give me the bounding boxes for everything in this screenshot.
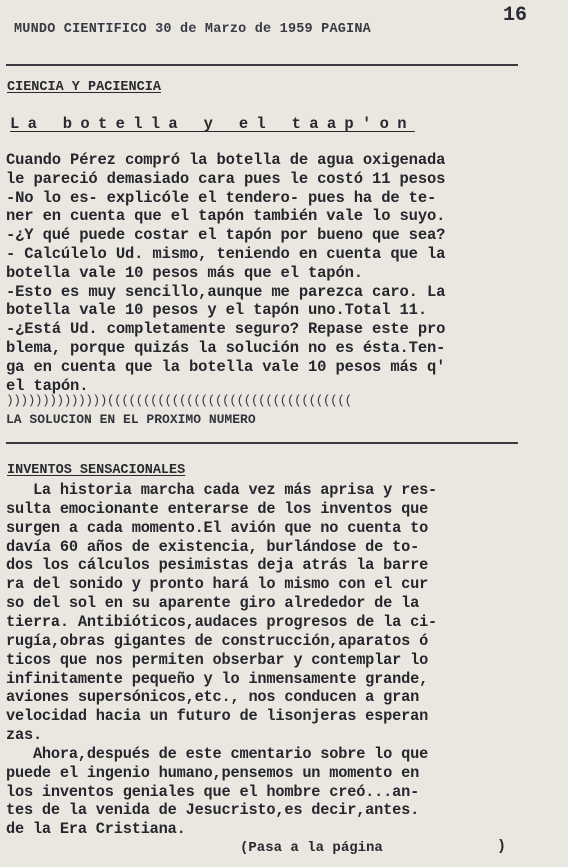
body-line: dos los cálculos pesimistas deja atrás la barre — [6, 556, 429, 575]
page-number: 16 — [503, 4, 528, 27]
body-line: ner en cuenta que el tapón también vale lo suyo. — [6, 207, 446, 226]
body-line: aviones supersónicos,etc., nos conducen a gran — [6, 688, 420, 707]
body-line: Cuando Pérez compró la botella de agua oxigenada — [6, 151, 446, 169]
body-line: tierra. Antibióticos,audaces progresos de la ci- — [6, 612, 438, 631]
continue-note-close: ) — [497, 838, 507, 855]
body-line: tes de la venida de Jesucristo,es decir,antes. — [6, 801, 420, 820]
body-line: sulta emocionante enterarse de los inventos que — [6, 499, 429, 518]
body-line: velocidad hacia un futuro de lisonjeras esperan — [6, 707, 429, 726]
body-line: de la Era Cristiana. — [6, 820, 186, 839]
body-line: -¿Está Ud. completamente seguro? Repase este pro — [6, 320, 446, 339]
body-line: -Esto es muy sencillo,aunque me parezca caro. La — [6, 282, 446, 301]
body-line: - Calcúlelo Ud. mismo, teniendo en cuenta que la — [6, 245, 446, 263]
body-line: le pareció demasiado cara pues le costó 11 pesos — [6, 169, 446, 188]
body-line: surgen a cada momento.El avión que no cuenta to — [6, 518, 429, 537]
body-line: ga en cuenta que la botella vale 10 pesos más q' — [6, 357, 446, 376]
body-line: ra del sonido y pronto hará lo mismo con el cur — [6, 575, 429, 594]
body-line: Ahora,después de este cmentario sobre lo que — [6, 744, 429, 763]
body-line: -No lo es- explicóle el tendero- pues ha de te- — [6, 188, 437, 207]
article-title: La botella y el taap'on — [10, 115, 415, 133]
top-divider — [6, 64, 518, 66]
body-line: -¿Y qué puede costar el tapón por bueno que sea? — [6, 226, 446, 245]
body-line: puede el ingenio humano,pensemos un momento en — [6, 763, 420, 782]
section-heading-ciencia: CIENCIA Y PACIENCIA — [7, 80, 161, 95]
body-line: rugía,obras gigantes de construcción,aparatos ó — [6, 631, 429, 650]
body-line: blema, porque quizás la solución no es ésta.Ten- — [6, 339, 446, 357]
separator-marks: ))))))))))))))(((((((((((((((((((((((((((((((((( — [6, 393, 352, 408]
section-heading-inventos: INVENTOS SENSACIONALES — [7, 463, 186, 478]
body-line: davía 60 años de existencia, burlándose de to- — [6, 537, 420, 556]
middle-divider — [6, 442, 518, 444]
body-line: botella vale 10 pesos y el tapón uno.Total 11. — [6, 301, 427, 320]
body-line: ticos que nos permiten obserbar y contemplar lo — [6, 650, 429, 669]
continue-note: (Pasa a la página — [240, 840, 383, 856]
body-line: so del sol en su aparente giro alrededor de la — [6, 594, 420, 613]
body-line: botella vale 10 pesos más que el tapón. — [6, 263, 363, 282]
body-line: los inventos geniales que el hombre creó...an- — [6, 782, 420, 801]
body-line: infinitamente pequeño y lo inmensamente grande, — [6, 669, 429, 688]
body-line: el tapón. — [6, 376, 89, 395]
body-line: zas. — [6, 726, 42, 745]
page-header: MUNDO CIENTIFICO 30 de Marzo de 1959 PAGINA — [14, 22, 371, 37]
solution-note: LA SOLUCION EN EL PROXIMO NUMERO — [6, 412, 256, 427]
body-line: La historia marcha cada vez más aprisa y res- — [6, 481, 438, 499]
